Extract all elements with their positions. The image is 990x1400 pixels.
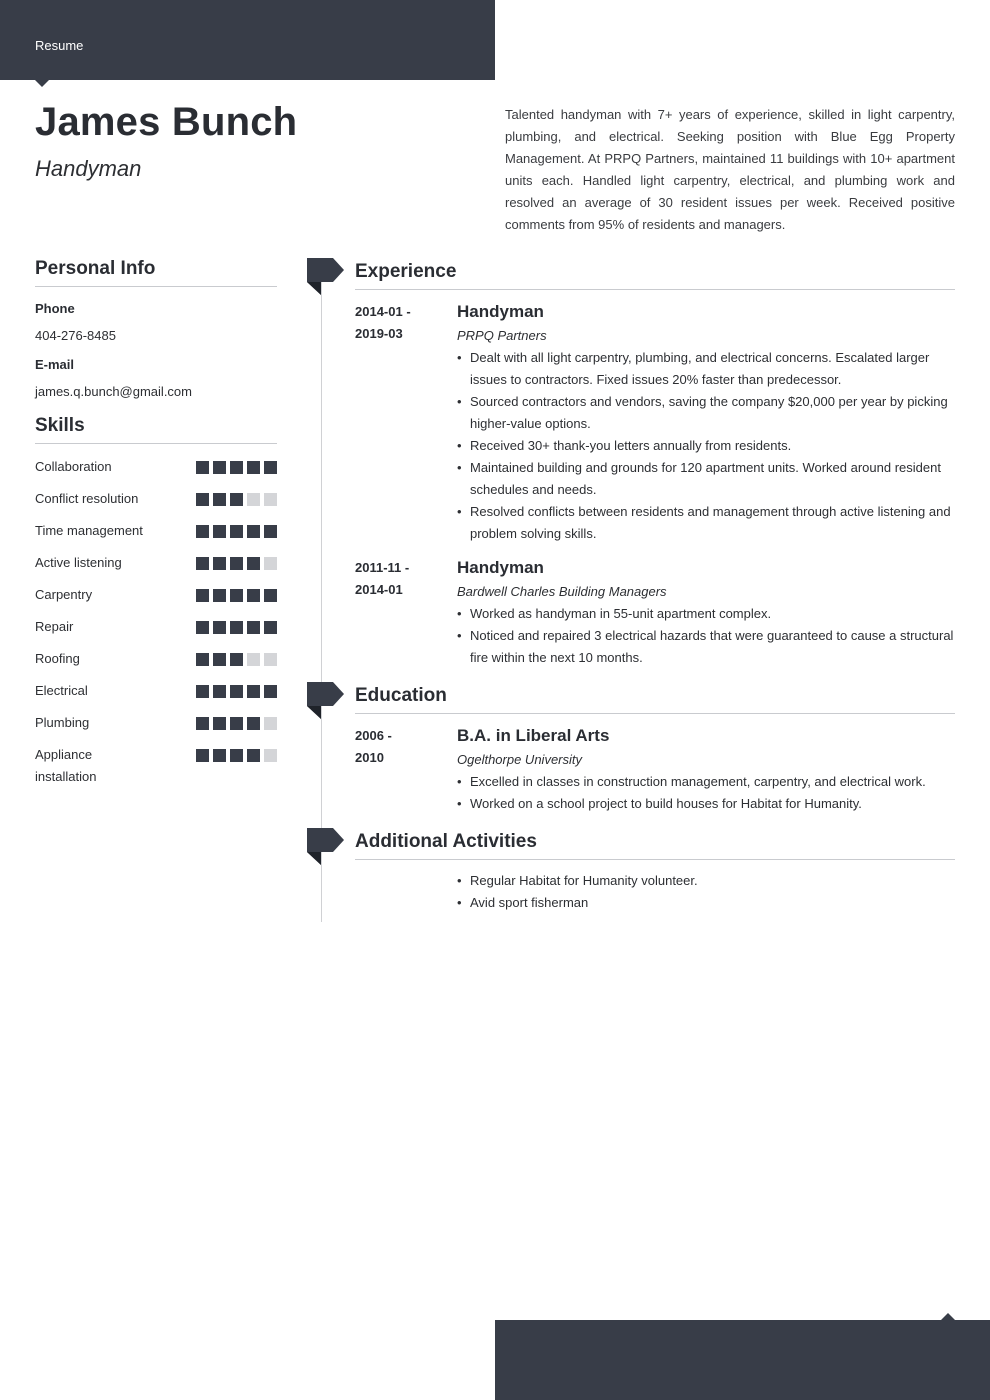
skill-level-filled-square (247, 589, 260, 602)
skill-level-filled-square (196, 461, 209, 474)
skill-level-filled-square (196, 493, 209, 506)
skill-level-filled-square (213, 621, 226, 634)
candidate-name: James Bunch (35, 100, 298, 144)
skill-level-meter (196, 557, 277, 570)
skill-level-filled-square (247, 461, 260, 474)
skill-level-filled-square (196, 525, 209, 538)
skill-level-empty-square (247, 653, 260, 666)
education-bullet: • Excelled in classes in construction management, carpentry, and electrical work. (457, 771, 955, 793)
skill-level-filled-square (213, 589, 226, 602)
skill-level-filled-square (247, 621, 260, 634)
skill-level-filled-square (247, 557, 260, 570)
personal-info-heading: Personal Info (35, 258, 277, 287)
skill-level-filled-square (264, 461, 277, 474)
skill-level-meter (196, 621, 277, 634)
skill-level-filled-square (213, 461, 226, 474)
skill-level-filled-square (247, 525, 260, 538)
skill-level-filled-square (196, 749, 209, 762)
skill-level-filled-square (213, 749, 226, 762)
education-details (457, 725, 955, 815)
skill-level-filled-square (230, 461, 243, 474)
skill-level-filled-square (230, 493, 243, 506)
skill-level-filled-square (230, 557, 243, 570)
job-role: Handyman (457, 302, 544, 321)
email-value: james.q.bunch@gmail.com (35, 384, 192, 399)
skill-level-filled-square (196, 653, 209, 666)
experience-heading: Experience (355, 261, 955, 290)
education-bullets (457, 771, 955, 815)
activities-bullets (457, 870, 955, 914)
skill-name: Conflict resolution (35, 491, 139, 506)
skill-list (35, 456, 277, 788)
activity-bullet: • Regular Habitat for Humanity volunteer. (457, 870, 955, 892)
skill-row (35, 744, 277, 788)
skill-level-meter (196, 589, 277, 602)
header-band (0, 0, 495, 80)
education-degree: B.A. in Liberal Arts (457, 726, 610, 745)
education-school: Ogelthorpe University (457, 752, 582, 767)
job-bullets (457, 603, 955, 669)
skill-level-meter (196, 493, 277, 506)
skill-level-filled-square (264, 685, 277, 698)
education-start: 2006 - (355, 728, 392, 743)
job-start: 2014-01 - (355, 304, 411, 319)
skill-level-filled-square (230, 525, 243, 538)
experience-flag-icon (307, 258, 344, 295)
skill-level-filled-square (213, 557, 226, 570)
skill-row (35, 680, 277, 712)
education-flag-icon (307, 682, 344, 719)
skills-heading: Skills (35, 415, 277, 444)
skill-level-meter (196, 749, 277, 762)
timeline-line (321, 282, 322, 922)
education-end: 2010 (355, 750, 384, 765)
email-label: E-mail (35, 357, 75, 372)
skill-level-filled-square (230, 653, 243, 666)
skill-name: Active listening (35, 555, 122, 570)
phone-label: Phone (35, 301, 75, 316)
education-heading: Education (355, 685, 955, 714)
skill-level-filled-square (196, 557, 209, 570)
skill-name: Roofing (35, 651, 80, 666)
skill-level-empty-square (264, 749, 277, 762)
skill-level-filled-square (196, 589, 209, 602)
skill-row (35, 520, 277, 552)
skill-row (35, 456, 277, 488)
job-details (457, 301, 955, 545)
phone-value: 404-276-8485 (35, 328, 116, 343)
skill-level-filled-square (230, 749, 243, 762)
skill-level-filled-square (213, 717, 226, 730)
candidate-title: Handyman (35, 156, 142, 181)
job-bullet: • Resolved conflicts between residents and management through active listening and problem solving skills. (457, 501, 955, 545)
job-bullet: • Noticed and repaired 3 electrical hazards that were guaranteed to cause a structural fire within the next 10 months. (457, 625, 955, 669)
skill-level-empty-square (264, 493, 277, 506)
job-role: Handyman (457, 558, 544, 577)
skill-level-empty-square (264, 557, 277, 570)
resume-label: Resume (35, 38, 84, 53)
skill-row (35, 584, 277, 616)
job-bullet: • Sourced contractors and vendors, saving the company $20,000 per year by picking higher-value options. (457, 391, 955, 435)
education-bullet: • Worked on a school project to build houses for Habitat for Humanity. (457, 793, 955, 815)
skill-level-meter (196, 685, 277, 698)
job-details (457, 557, 955, 669)
summary-text: Talented handyman with 7+ years of experience, skilled in light carpentry, plumbing, and electrical. Seeking position with Blue Egg Property Management. At PRPQ Partners, maintained 11 buildings with 10+ apartment units each. Handled light carpentry, electrical, and plumbing work and resolved an average of 30 resident issues per week. Received positive comments from 95% of residents and managers. (505, 107, 955, 232)
education-dates (355, 725, 445, 769)
skill-name: Repair (35, 619, 74, 634)
skill-level-filled-square (230, 685, 243, 698)
skill-level-empty-square (264, 717, 277, 730)
skill-level-meter (196, 717, 277, 730)
skill-level-filled-square (247, 749, 260, 762)
job-dates (355, 301, 445, 345)
skill-level-filled-square (196, 685, 209, 698)
skill-name: Electrical (35, 683, 88, 698)
skill-level-meter (196, 525, 277, 538)
skill-level-filled-square (196, 621, 209, 634)
skill-row (35, 488, 277, 520)
left-column (35, 258, 277, 788)
skill-row (35, 552, 277, 584)
job-end: 2014-01 (355, 582, 403, 597)
skill-level-filled-square (247, 717, 260, 730)
skill-level-filled-square (230, 589, 243, 602)
skill-level-filled-square (230, 621, 243, 634)
activity-bullet: • Avid sport fisherman (457, 892, 955, 914)
skill-level-filled-square (264, 621, 277, 634)
job-end: 2019-03 (355, 326, 403, 341)
footer-band (495, 1320, 990, 1400)
skill-level-empty-square (264, 653, 277, 666)
skill-level-filled-square (264, 589, 277, 602)
skill-level-meter (196, 653, 277, 666)
skill-level-filled-square (213, 525, 226, 538)
skill-level-filled-square (247, 685, 260, 698)
skill-name: Collaboration (35, 459, 112, 474)
skill-name: Plumbing (35, 715, 90, 730)
header-notch (35, 80, 49, 87)
skill-row (35, 648, 277, 680)
job-bullet: • Maintained building and grounds for 120 apartment units. Worked around resident schedules and needs. (457, 457, 955, 501)
skill-row (35, 712, 277, 744)
job-bullet: • Received 30+ thank-you letters annually from residents. (457, 435, 955, 457)
job-bullets (457, 347, 955, 545)
skill-name: Time management (35, 523, 143, 538)
activities-details (457, 868, 955, 914)
skill-level-empty-square (247, 493, 260, 506)
skill-level-meter (196, 461, 277, 474)
skill-row (35, 616, 277, 648)
skill-name: Carpentry (35, 587, 93, 602)
skill-level-filled-square (213, 653, 226, 666)
skill-level-filled-square (213, 685, 226, 698)
skill-name: Appliance installation (35, 747, 97, 784)
activities-heading: Additional Activities (355, 831, 955, 860)
job-bullet: • Dealt with all light carpentry, plumbing, and electrical concerns. Escalated larger issues to contractors. Fixed issues 20% faster than predecessor. (457, 347, 955, 391)
job-start: 2011-11 - (355, 560, 410, 575)
job-company: PRPQ Partners (457, 328, 547, 343)
job-dates (355, 557, 445, 601)
footer-notch (941, 1313, 955, 1320)
activities-flag-icon (307, 828, 344, 865)
skill-level-filled-square (213, 493, 226, 506)
skill-level-filled-square (196, 717, 209, 730)
job-bullet: • Worked as handyman in 55-unit apartment complex. (457, 603, 955, 625)
job-company: Bardwell Charles Building Managers (457, 584, 667, 599)
skill-level-filled-square (230, 717, 243, 730)
skill-level-filled-square (264, 525, 277, 538)
